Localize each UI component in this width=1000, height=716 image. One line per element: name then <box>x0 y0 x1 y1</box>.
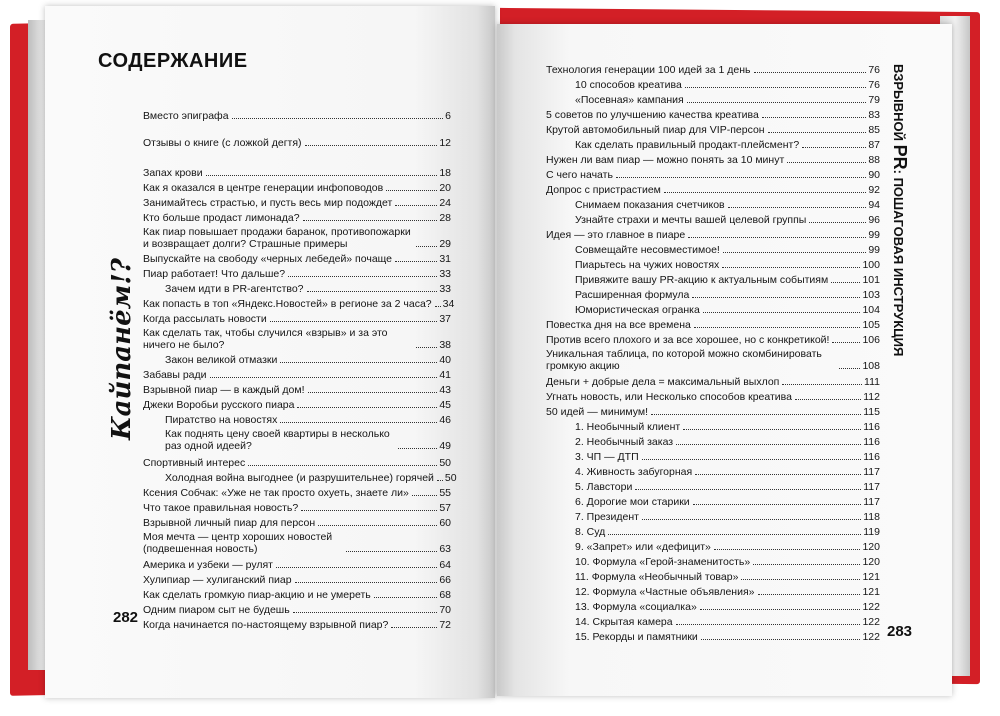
toc-entry: Как сделать громкую пиар-акцию и не умереть 68 <box>143 589 451 601</box>
toc-entry: Зачем идти в PR-агентство? 33 <box>165 283 451 295</box>
toc-entry: Уникальная таблица, по которой можно скомбинировать громкую акцию 108 <box>546 348 880 372</box>
toc-entry: Как пиар повышает продажи баранок, противопожарки и возвращает долги? Страшные примеры 29 <box>143 226 451 250</box>
toc-entry: Отзывы о книге (с ложкой дегтя) 12 <box>143 137 451 149</box>
toc-entry: Что такое правильная новость? 57 <box>143 502 451 514</box>
toc-entry: Привяжите вашу PR-акцию к актуальным событиям 101 <box>575 274 880 286</box>
toc-entry: Моя мечта — центр хороших новостей (подвешенная новость) 63 <box>143 531 451 555</box>
toc-entry: Ксения Собчак: «Уже не так просто охуеть, знаете ли» 55 <box>143 487 451 499</box>
toc-entry: Кто больше продаст лимонада? 28 <box>143 212 451 224</box>
toc-entry: 10 способов креатива 76 <box>575 79 880 91</box>
toc-entry: 2. Необычный заказ 116 <box>575 436 880 448</box>
toc-entry: Как попасть в топ «Яндекс.Новостей» в регионе за 2 часа? 34 <box>143 298 455 310</box>
toc-entry: Крутой автомобильный пиар для VIP-персон 85 <box>546 124 880 136</box>
toc-entry: Пиарьтесь на чужих новостях 100 <box>575 259 880 271</box>
toc-entry: 50 идей — минимум! 115 <box>546 406 880 418</box>
running-head: ВЗРЫВНОЙ PR: ПОШАГОВАЯ ИНСТРУКЦИЯ <box>890 64 910 357</box>
page-number-right: 283 <box>887 623 913 640</box>
toc-entry: Как сделать правильный продакт-плейсмент? 87 <box>575 139 880 151</box>
toc-entry: Спортивный интерес 50 <box>143 457 451 469</box>
toc-entry: Против всего плохого и за все хорошее, но с конкретикой! 106 <box>546 334 880 346</box>
toc-entry: Одним пиаром сыт не будешь 70 <box>143 604 451 616</box>
toc-entry: Угнать новость, или Несколько способов креатива 112 <box>546 391 880 403</box>
toc-entry: 5. Лавстори 117 <box>575 481 880 493</box>
toc-entry: Запах крови 18 <box>143 167 451 179</box>
toc-entry: Занимайтесь страстью, и пусть весь мир подождет 24 <box>143 197 451 209</box>
toc-entry: Снимаем показания счетчиков 94 <box>575 199 880 211</box>
toc-entry: Вместо эпиграфа 6 <box>143 110 451 122</box>
toc-entry: Узнайте страхи и мечты вашей целевой группы 96 <box>575 214 880 226</box>
toc-entry: 10. Формула «Герой-знаменитость» 120 <box>575 556 880 568</box>
series-title: Кайпанём!? <box>107 257 137 440</box>
toc-entry: Как сделать так, чтобы случился «взрыв» и за это ничего не было? 38 <box>143 327 451 351</box>
toc-entry: Расширенная формула 103 <box>575 289 880 301</box>
toc-entry: «Посевная» кампания 79 <box>575 94 880 106</box>
toc-entry: Взрывной пиар — в каждый дом! 43 <box>143 384 451 396</box>
toc-entry: Забавы ради 41 <box>143 369 451 381</box>
toc-entry: Юмористическая огранка 104 <box>575 304 880 316</box>
toc-entry: 8. Суд 119 <box>575 526 880 538</box>
toc-entry: Выпускайте на свободу «черных лебедей» почаще 31 <box>143 253 451 265</box>
toc-entry: Совмещайте несовместимое! 99 <box>575 244 880 256</box>
toc-entry: 5 советов по улучшению качества креатива 83 <box>546 109 880 121</box>
toc-entry: Когда рассылать новости 37 <box>143 313 451 325</box>
toc-entry: Как я оказался в центре генерации инфоповодов 20 <box>143 182 451 194</box>
contents-heading: СОДЕРЖАНИЕ <box>98 50 248 72</box>
toc-entry: 4. Живность забугорная 117 <box>575 466 880 478</box>
toc-entry: Пиар работает! Что дальше? 33 <box>143 268 451 280</box>
toc-entry: 6. Дорогие мои старики 117 <box>575 496 880 508</box>
toc-entry: 1. Необычный клиент 116 <box>575 421 880 433</box>
toc-entry: 14. Скрытая камера 122 <box>575 616 880 628</box>
toc-entry: Джеки Воробьи русского пиара 45 <box>143 399 451 411</box>
toc-entry: С чего начать 90 <box>546 169 880 181</box>
toc-entry: Деньги + добрые дела = максимальный выхлоп 111 <box>546 376 880 388</box>
toc-entry: 13. Формула «социалка» 122 <box>575 601 880 613</box>
toc-entry: Допрос с пристрастием 92 <box>546 184 880 196</box>
toc-entry: 11. Формула «Необычный товар» 121 <box>575 571 880 583</box>
page-number-left: 282 <box>113 609 139 626</box>
toc-entry: Пиратство на новостях 46 <box>165 414 451 426</box>
toc-entry: Идея — это главное в пиаре 99 <box>546 229 880 241</box>
toc-entry: Закон великой отмазки 40 <box>165 354 451 366</box>
toc-entry: 7. Президент 118 <box>575 511 880 523</box>
toc-entry: Взрывной личный пиар для персон 60 <box>143 517 451 529</box>
toc-entry: Холодная война выгоднее (и разрушительнее) горячей 50 <box>165 472 457 484</box>
toc-entry: 12. Формула «Частные объявления» 121 <box>575 586 880 598</box>
toc-entry: 3. ЧП — ДТП 116 <box>575 451 880 463</box>
toc-entry: Нужен ли вам пиар — можно понять за 10 минут 88 <box>546 154 880 166</box>
toc-entry: Когда начинается по-настоящему взрывной пиар? 72 <box>143 619 451 631</box>
toc-entry: Повестка дня на все времена 105 <box>546 319 880 331</box>
toc-entry: 15. Рекорды и памятники 122 <box>575 631 880 643</box>
toc-entry: Хулипиар — хулиганский пиар 66 <box>143 574 451 586</box>
toc-entry: Америка и узбеки — рулят 64 <box>143 559 451 571</box>
toc-entry: 9. «Запрет» или «дефицит» 120 <box>575 541 880 553</box>
toc-entry: Технология генерации 100 идей за 1 день 76 <box>546 64 880 76</box>
toc-entry: Как поднять цену своей квартиры в несколько раз одной идеей? 49 <box>165 428 451 452</box>
